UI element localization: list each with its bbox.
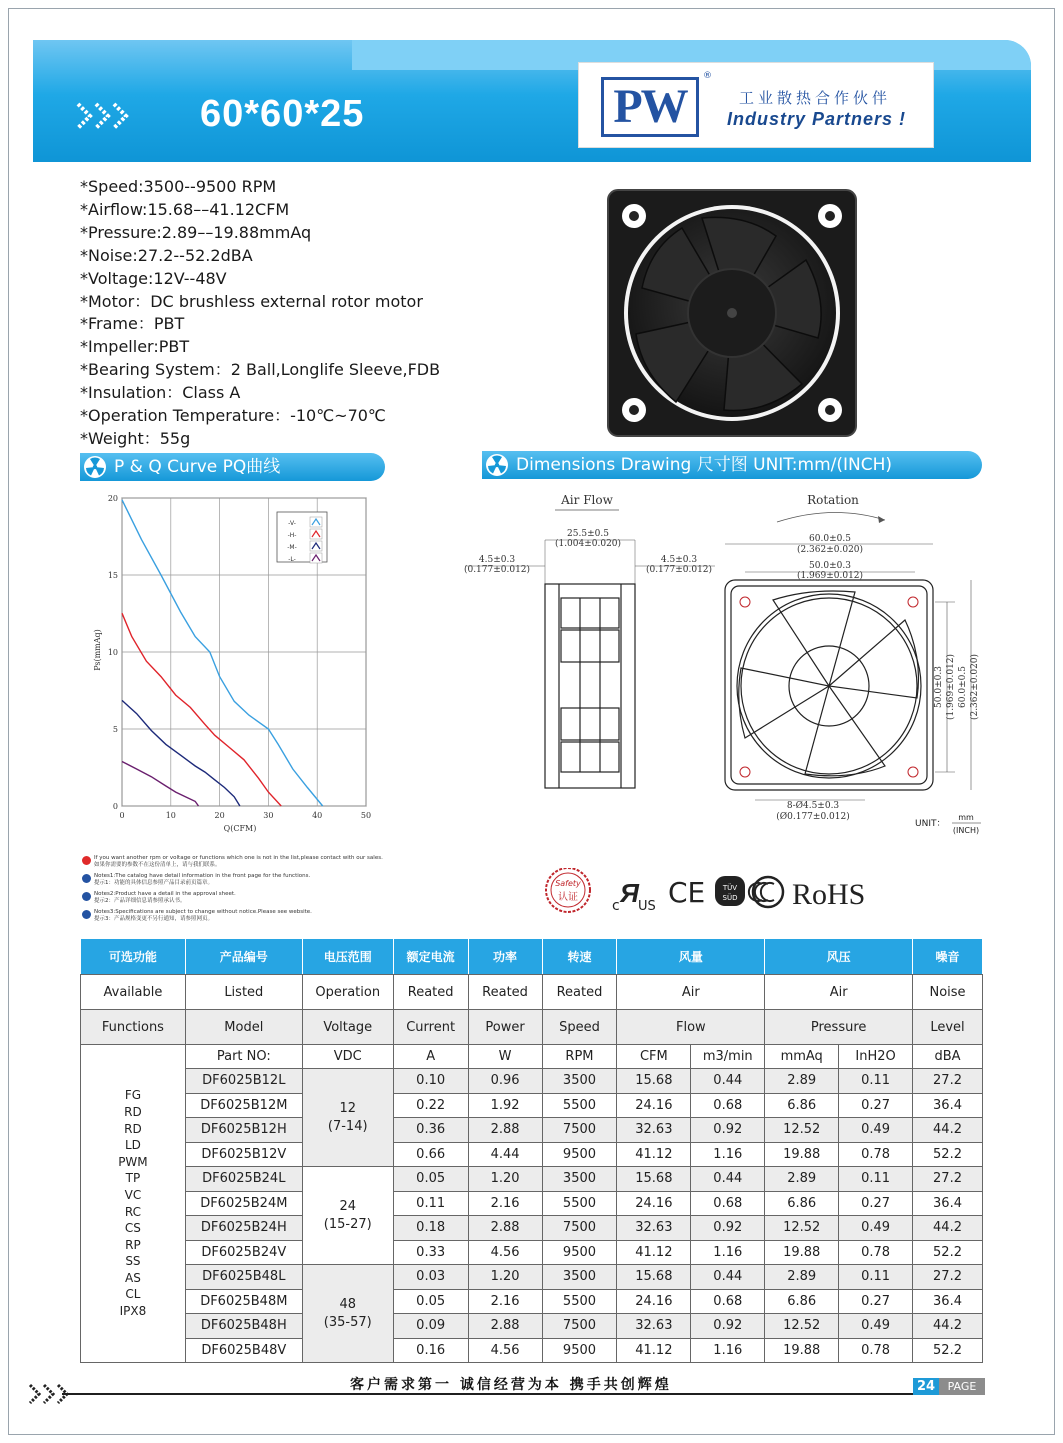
table-cell: 12.52: [765, 1118, 839, 1143]
hole-spacing-dim: 50.0±0.3: [809, 561, 851, 571]
col-header-cn: 转速: [542, 939, 617, 975]
table-cell: 0.49: [839, 1216, 913, 1241]
spec-item: *Speed:3500--9500 RPM: [80, 177, 277, 196]
notes: [82, 855, 502, 927]
pw-logo: PW: [601, 77, 699, 137]
spec-item: *Impeller:PBT: [80, 337, 190, 357]
table-cell: 52.2: [913, 1142, 983, 1167]
pq-legend-label: -M-: [287, 544, 297, 551]
table-cell: 27.2: [913, 1265, 983, 1290]
spec-item: *Operation Temperature：-10℃~70℃: [80, 406, 386, 426]
table-cell: 0.78: [839, 1240, 913, 1265]
table-cell: 0.96: [468, 1069, 542, 1094]
function-item: PWM: [118, 1154, 148, 1169]
table-cell: 0.68: [691, 1093, 765, 1118]
table-cell: 0.68: [691, 1289, 765, 1314]
svg-text:认证: 认证: [558, 892, 578, 903]
svg-text:SÜD: SÜD: [722, 894, 738, 902]
table-cell: 2.16: [468, 1191, 542, 1216]
table-cell: 9500: [542, 1338, 617, 1363]
table-cell: 3500: [542, 1265, 617, 1290]
functions-list: [81, 1045, 186, 1363]
pq-legend-label: -V-: [288, 520, 296, 527]
pq-y-tick: 15: [107, 571, 118, 580]
pq-y-tick: 5: [112, 725, 118, 734]
function-item: CS: [124, 1221, 141, 1236]
table-cell: 0.44: [691, 1167, 765, 1192]
col-header-cn: 额定电流: [393, 939, 468, 975]
col-header-en: Air: [765, 975, 913, 1010]
table-cell: 1.16: [691, 1142, 765, 1167]
table-cell: 19.88: [765, 1142, 839, 1167]
spec-list: [80, 176, 440, 451]
pq-xlabel: Q(CFM): [223, 824, 257, 833]
radiation-icon: [486, 454, 508, 476]
function-item: RD: [124, 1104, 142, 1119]
unit-mm: mm: [958, 813, 974, 822]
table-cell: 15.68: [617, 1069, 691, 1094]
vertical-hole-dim: 50.0±0.3: [934, 666, 944, 708]
spec-item: *Frame：PBT: [80, 314, 185, 334]
function-item: VC: [124, 1187, 142, 1202]
svg-text:US: US: [638, 899, 656, 914]
part-number: DF6025B24M: [185, 1191, 302, 1216]
table-row: [81, 1314, 983, 1339]
table-cell: 1.20: [468, 1265, 542, 1290]
table-cell: 0.78: [839, 1142, 913, 1167]
unit-label: UNIT：: [915, 819, 946, 829]
table-cell: 0.11: [839, 1167, 913, 1192]
pq-curve-title: P & Q Curve PQ曲线: [114, 457, 281, 477]
page-title: 60*60*25: [200, 93, 365, 135]
footer-slogan: 客户需求第一 诚信经营为本 携手共创辉煌: [350, 1377, 672, 1393]
pq-x-tick: 0: [119, 811, 125, 820]
vertical-width-dim-inch: (2.362±0.020): [970, 653, 980, 721]
table-cell: 2.16: [468, 1289, 542, 1314]
registered-mark: ®: [703, 71, 712, 81]
table-cell: 0.11: [839, 1265, 913, 1290]
safety-seal-icon: [546, 868, 590, 912]
table-cell: 9500: [542, 1142, 617, 1167]
rotation-label: Rotation: [807, 493, 859, 507]
unit-cell: mmAq: [765, 1045, 839, 1069]
pq-y-tick: 10: [107, 648, 118, 657]
pq-ylabel: Ps(mmAq): [93, 629, 102, 671]
table-cell: 12.52: [765, 1314, 839, 1339]
table-cell: 0.10: [393, 1069, 468, 1094]
table-row: [81, 1240, 983, 1265]
unit-cell: RPM: [542, 1045, 617, 1069]
part-number: DF6025B12M: [185, 1093, 302, 1118]
hole-spacing-dim-inch: (1.969±0.012): [796, 571, 864, 581]
note-dot-icon: [82, 874, 91, 883]
col-header-cn: 电压范围: [302, 939, 393, 975]
table-cell: 6.86: [765, 1191, 839, 1216]
col-header-en: Level: [913, 1010, 983, 1045]
table-cell: 4.44: [468, 1142, 542, 1167]
fan-photo: [606, 188, 858, 438]
table-row: [81, 1093, 983, 1118]
table-cell: 1.16: [691, 1338, 765, 1363]
table-cell: 0.44: [691, 1265, 765, 1290]
function-item: RC: [124, 1204, 141, 1219]
table-cell: 36.4: [913, 1093, 983, 1118]
table-cell: 27.2: [913, 1069, 983, 1094]
table-cell: 0.92: [691, 1118, 765, 1143]
table-cell: 41.12: [617, 1338, 691, 1363]
dimensions-drawing: [455, 488, 995, 848]
table-cell: 0.49: [839, 1118, 913, 1143]
col-header-en: Functions: [81, 1010, 186, 1045]
unit-cell: W: [468, 1045, 542, 1069]
table-cell: 3500: [542, 1069, 617, 1094]
table-cell: 44.2: [913, 1314, 983, 1339]
part-number: DF6025B24H: [185, 1216, 302, 1241]
table-cell: 7500: [542, 1216, 617, 1241]
table-row: [81, 1338, 983, 1363]
spec-item: *Insulation：Class A: [80, 383, 241, 403]
spec-table: [80, 938, 983, 1363]
table-cell: 36.4: [913, 1289, 983, 1314]
pq-y-tick: 0: [112, 802, 118, 811]
table-row: [81, 1167, 983, 1192]
tuv-icon: [715, 876, 745, 906]
function-item: AS: [125, 1270, 141, 1285]
rohs-icon: RoHS: [792, 878, 866, 911]
airflow-label: Air Flow: [561, 493, 613, 507]
table-cell: 0.27: [839, 1191, 913, 1216]
side-width-dim-inch: (1.004±0.020): [554, 539, 622, 549]
table-cell: 44.2: [913, 1118, 983, 1143]
svg-text:c: c: [612, 898, 620, 914]
col-header-en: Operation: [302, 975, 393, 1010]
svg-text:Safety: Safety: [555, 879, 581, 888]
unit-cell: dBA: [913, 1045, 983, 1069]
pq-chart: [82, 490, 382, 840]
part-number: DF6025B24V: [185, 1240, 302, 1265]
table-cell: 36.4: [913, 1191, 983, 1216]
logo-box: [578, 62, 934, 148]
part-number: DF6025B48M: [185, 1289, 302, 1314]
spec-item: *Voltage:12V--48V: [80, 268, 227, 288]
table-cell: 0.27: [839, 1093, 913, 1118]
part-number: DF6025B12L: [185, 1069, 302, 1094]
table-cell: 0.05: [393, 1167, 468, 1192]
table-cell: 0.16: [393, 1338, 468, 1363]
flange-dim-left: 4.5±0.3: [478, 555, 516, 565]
page-number: 24: [913, 1378, 939, 1395]
function-item: TP: [125, 1171, 141, 1186]
col-header-en: Model: [185, 1010, 302, 1045]
spec-item: *Noise:27.2--52.2dBA: [80, 245, 253, 265]
col-header-cn: 噪音: [913, 939, 983, 975]
logo-slogan-en: Industry Partners !: [727, 109, 907, 129]
cul-us-icon: [612, 878, 656, 914]
col-header-cn: 功率: [468, 939, 542, 975]
dimensions-heading: [482, 451, 982, 479]
table-cell: 5500: [542, 1289, 617, 1314]
note-dot-icon: [82, 892, 91, 901]
col-header-cn: 可选功能: [81, 939, 186, 975]
table-cell: 0.09: [393, 1314, 468, 1339]
table-cell: 0.27: [839, 1289, 913, 1314]
flange-dim-left-inch: (0.177±0.012): [463, 565, 531, 575]
table-cell: 52.2: [913, 1240, 983, 1265]
table-cell: 19.88: [765, 1240, 839, 1265]
table-cell: 9500: [542, 1240, 617, 1265]
pq-x-tick: 10: [165, 811, 176, 820]
table-cell: 24.16: [617, 1191, 691, 1216]
table-cell: 2.89: [765, 1265, 839, 1290]
col-header-en: Power: [468, 1010, 542, 1045]
note-item: If you want another rpm or voltage or functions which one is not in the list,please contact with our sales. 如果你需要的参数不在这份清单上，请与我们联系。: [82, 855, 502, 869]
function-item: RP: [125, 1237, 141, 1252]
table-cell: 0.11: [839, 1069, 913, 1094]
chevrons-icon: [76, 100, 138, 132]
table-cell: 27.2: [913, 1167, 983, 1192]
voltage-group: 24 (15-27): [302, 1167, 393, 1265]
table-cell: 5500: [542, 1191, 617, 1216]
table-cell: 15.68: [617, 1167, 691, 1192]
col-header-en: Available: [81, 975, 186, 1010]
unit-inch: (INCH): [952, 826, 980, 835]
pq-legend-label: -H-: [287, 532, 297, 539]
table-cell: 0.03: [393, 1265, 468, 1290]
table-cell: 6.86: [765, 1289, 839, 1314]
table-cell: 0.68: [691, 1191, 765, 1216]
col-header-cn: 风量: [617, 939, 765, 975]
dimensions-title: Dimensions Drawing 尺寸图 UNIT:mm/(INCH): [516, 455, 893, 475]
table-cell: 41.12: [617, 1142, 691, 1167]
table-cell: 4.56: [468, 1240, 542, 1265]
svg-text:TÜV: TÜV: [722, 884, 738, 892]
front-width-dim-inch: (2.362±0.020): [796, 545, 864, 555]
svg-text:Я: Я: [620, 878, 639, 908]
unit-cell: A: [393, 1045, 468, 1069]
spec-item: *Airflow:15.68––41.12CFM: [80, 199, 290, 219]
note-dot-icon: [82, 910, 91, 919]
table-row: [81, 1118, 983, 1143]
table-cell: 2.89: [765, 1167, 839, 1192]
table-cell: 0.49: [839, 1314, 913, 1339]
col-header-en: Current: [393, 1010, 468, 1045]
col-header-en: Reated: [393, 975, 468, 1010]
table-cell: 41.12: [617, 1240, 691, 1265]
table-row: [81, 1289, 983, 1314]
pq-x-tick: 40: [312, 811, 323, 820]
table-row: [81, 1142, 983, 1167]
part-number: DF6025B12H: [185, 1118, 302, 1143]
table-cell: 2.88: [468, 1314, 542, 1339]
footer-line: [62, 1393, 982, 1395]
note-item: Notes1:The catalog have detail information in the front page for the functions. 提示1：功能的具体信息参照产品目录前页篇章。: [82, 873, 502, 887]
table-cell: 0.92: [691, 1314, 765, 1339]
table-cell: 0.92: [691, 1216, 765, 1241]
function-item: RD: [124, 1121, 142, 1136]
table-row: [81, 1069, 983, 1094]
function-item: IPX8: [119, 1304, 147, 1319]
table-cell: 0.05: [393, 1289, 468, 1314]
spec-item: *Motor：DC brushless external rotor motor: [80, 291, 423, 311]
table-cell: 5500: [542, 1093, 617, 1118]
vertical-width-dim: 60.0±0.5: [958, 666, 968, 708]
function-item: LD: [124, 1138, 141, 1153]
col-header-cn: 风压: [765, 939, 913, 975]
table-cell: 24.16: [617, 1093, 691, 1118]
note-item: Notes2:Product have a detail in the approval sheet. 提示2：产品详细信息请参照承认书。: [82, 891, 502, 905]
function-item: FG: [124, 1088, 142, 1103]
pq-y-tick: 20: [107, 494, 118, 503]
table-cell: 15.68: [617, 1265, 691, 1290]
table-cell: 0.33: [393, 1240, 468, 1265]
voltage-group: 48 (35-57): [302, 1265, 393, 1363]
col-header-en: Voltage: [302, 1010, 393, 1045]
table-row: [81, 1191, 983, 1216]
col-header-en: Listed: [185, 975, 302, 1010]
table-cell: 2.89: [765, 1069, 839, 1094]
front-width-dim: 60.0±0.5: [809, 534, 851, 544]
col-header-en: Pressure: [765, 1010, 913, 1045]
part-number: DF6025B48H: [185, 1314, 302, 1339]
note-dot-icon: [82, 856, 91, 865]
pq-x-tick: 30: [263, 811, 274, 820]
table-cell: 7500: [542, 1314, 617, 1339]
unit-cell: VDC: [302, 1045, 393, 1069]
part-number: DF6025B24L: [185, 1167, 302, 1192]
unit-cell: InH2O: [839, 1045, 913, 1069]
mount-hole-dim: 8-Ø4.5±0.3: [786, 801, 840, 811]
page-label: PAGE: [939, 1378, 985, 1395]
table-cell: 1.20: [468, 1167, 542, 1192]
table-cell: 0.66: [393, 1142, 468, 1167]
pq-legend: [277, 512, 327, 563]
vertical-hole-dim-inch: (1.969±0.012): [946, 653, 956, 721]
logo-slogan-cn: 工业散热合作伙伴: [739, 89, 892, 107]
table-cell: 4.56: [468, 1338, 542, 1363]
table-row: [81, 1265, 983, 1290]
col-header-en: Flow: [617, 1010, 765, 1045]
table-cell: 6.86: [765, 1093, 839, 1118]
table-cell: 0.11: [393, 1191, 468, 1216]
voltage-group: 12 (7-14): [302, 1069, 393, 1167]
pq-x-tick: 20: [214, 811, 225, 820]
table-cell: 1.16: [691, 1240, 765, 1265]
table-cell: 12.52: [765, 1216, 839, 1241]
table-cell: 2.88: [468, 1216, 542, 1241]
certifications: [540, 868, 920, 918]
spec-item: *Pressure:2.89––19.88mmAq: [80, 222, 312, 242]
ce-icon: CE: [668, 876, 706, 909]
flange-dim-right-inch: (0.177±0.012): [645, 565, 713, 575]
col-header-cn: 产品编号: [185, 939, 302, 975]
part-number: DF6025B12V: [185, 1142, 302, 1167]
table-cell: 32.63: [617, 1314, 691, 1339]
mount-hole-dim-inch: (Ø0.177±0.012): [776, 812, 850, 822]
pq-x-tick: 50: [360, 811, 372, 820]
pq-legend-label: -L-: [288, 556, 296, 563]
radiation-icon: [84, 456, 106, 478]
col-header-en: Noise: [913, 975, 983, 1010]
col-header-en: Reated: [468, 975, 542, 1010]
table-cell: 2.88: [468, 1118, 542, 1143]
table-cell: 0.44: [691, 1069, 765, 1094]
flange-dim-right: 4.5±0.3: [660, 555, 698, 565]
table-cell: 0.22: [393, 1093, 468, 1118]
unit-cell: Part NO:: [185, 1045, 302, 1069]
note-item: Notes3:Specifications are subject to change without notice.Please see website. 提示3：产品规格变更不另行通知，请参照网页。: [82, 909, 502, 923]
function-item: CL: [125, 1287, 141, 1302]
table-cell: 1.92: [468, 1093, 542, 1118]
table-cell: 32.63: [617, 1118, 691, 1143]
table-cell: 19.88: [765, 1338, 839, 1363]
col-header-en: Speed: [542, 1010, 617, 1045]
col-header-en: Air: [617, 975, 765, 1010]
unit-cell: m3/min: [691, 1045, 765, 1069]
table-cell: 52.2: [913, 1338, 983, 1363]
table-cell: 32.63: [617, 1216, 691, 1241]
table-cell: 24.16: [617, 1289, 691, 1314]
unit-cell: CFM: [617, 1045, 691, 1069]
table-cell: 3500: [542, 1167, 617, 1192]
col-header-en: Reated: [542, 975, 617, 1010]
ccc-icon: [749, 877, 783, 907]
side-width-dim: 25.5±0.5: [567, 529, 609, 539]
spec-item: *Bearing System：2 Ball,Longlife Sleeve,FDB: [80, 360, 441, 380]
table-cell: 7500: [542, 1118, 617, 1143]
spec-item: *Weight：55g: [80, 428, 191, 448]
table-row: [81, 1216, 983, 1241]
function-item: SS: [125, 1254, 141, 1269]
table-cell: 0.18: [393, 1216, 468, 1241]
table-cell: 0.78: [839, 1338, 913, 1363]
table-cell: 0.36: [393, 1118, 468, 1143]
table-cell: 44.2: [913, 1216, 983, 1241]
pq-curve-heading: [80, 453, 385, 481]
part-number: DF6025B48L: [185, 1265, 302, 1290]
part-number: DF6025B48V: [185, 1338, 302, 1363]
